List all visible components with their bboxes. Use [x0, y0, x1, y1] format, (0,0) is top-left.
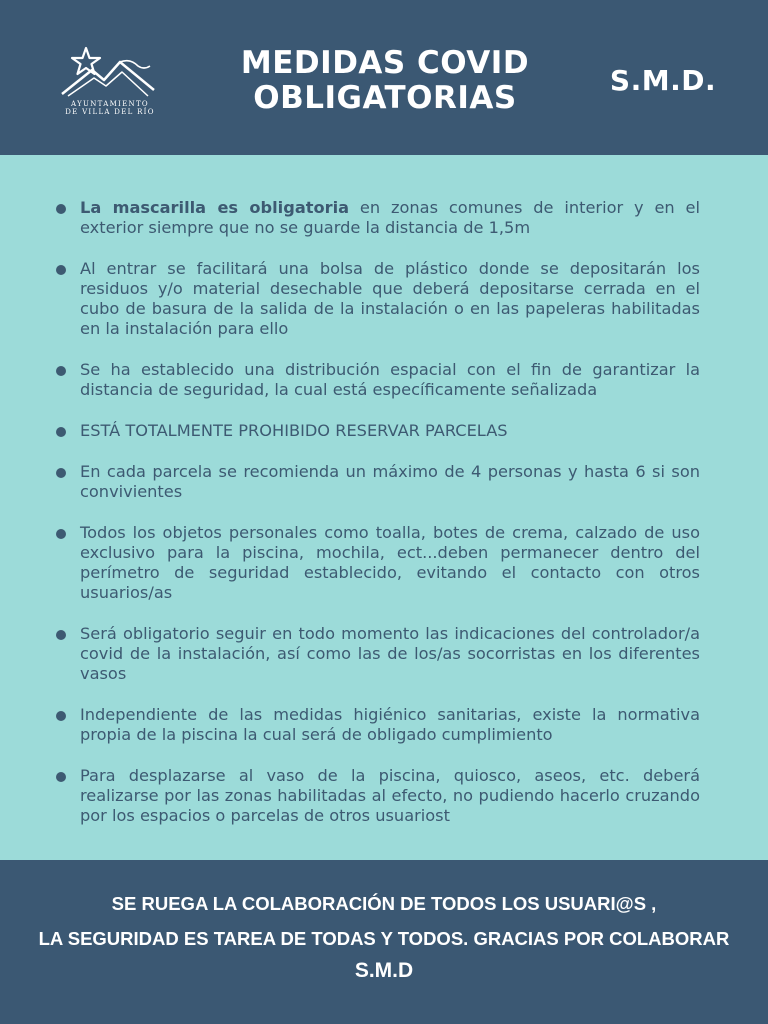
rule-item — [52, 624, 700, 684]
rule-item — [52, 462, 700, 502]
footer-line-1: SE RUEGA LA COLABORACIÓN DE TODOS LOS USUARI@S , — [111, 893, 657, 914]
rule-text: Al entrar se facilitará una bolsa de plástico donde se depositarán los residuos y/o material desechable que deberá depositarse cerrada en el cubo de basura de la salida de la instalación o en las papeleras habilitadas en la instalación para ello — [80, 259, 700, 338]
logo-line-2: DE VILLA DEL RÍO — [65, 108, 155, 116]
ayuntamiento-logo — [58, 44, 158, 120]
rule-text: Para desplazarse al vaso de la piscina, quiosco, aseos, etc. deberá realizarse por las zonas habilitadas al efecto, no pudiendo hacerlo cruzando por los espacios o parcelas de otros usuariost — [80, 766, 700, 825]
bullet-icon — [56, 711, 66, 721]
title-line-1: MEDIDAS COVID — [240, 45, 530, 81]
header — [0, 0, 768, 155]
rule-item — [52, 421, 700, 441]
bullet-icon — [56, 468, 66, 478]
rule-item — [52, 198, 700, 238]
rule-text: ESTÁ TOTALMENTE PROHIBIDO RESERVAR PARCELAS — [80, 421, 508, 440]
rule-item — [52, 360, 700, 400]
bullet-icon — [56, 427, 66, 437]
bullet-icon — [56, 529, 66, 539]
star-mountain-logo-icon — [58, 44, 158, 100]
rule-item — [52, 766, 700, 826]
rule-item — [52, 259, 700, 339]
rule-text: Se ha establecido una distribución espacial con el fin de garantizar la distancia de seguridad, la cual está específicamente señalizada — [80, 360, 700, 399]
rule-item — [52, 705, 700, 745]
rule-text: en zonas comunes de interior y en el exterior siempre que no se guarde la distancia de 1,5m — [80, 198, 700, 237]
logo-line-1: AYUNTAMIENTO — [71, 100, 149, 108]
footer-line-3: S.M.D — [354, 959, 414, 982]
bullet-icon — [56, 265, 66, 275]
bullet-icon — [56, 772, 66, 782]
bullet-icon — [56, 366, 66, 376]
rules-panel — [0, 155, 768, 860]
rule-emphasis: La mascarilla es obligatoria — [80, 198, 350, 217]
bullet-icon — [56, 204, 66, 214]
rule-text: En cada parcela se recomienda un máximo de 4 personas y hasta 6 si son convivientes — [80, 462, 700, 501]
logo-caption — [60, 100, 160, 116]
footer-line-2: LA SEGURIDAD ES TAREA DE TODAS Y TODOS. GRACIAS POR COLABORAR — [38, 928, 730, 949]
rule-text: Será obligatorio seguir en todo momento las indicaciones del controlador/a covid de la instalación, así como las de los/as socorristas en los diferentes vasos — [80, 624, 700, 683]
bullet-icon — [56, 630, 66, 640]
rule-text: Todos los objetos personales como toalla, botes de crema, calzado de uso exclusivo para la piscina, mochila, ect...deben permanecer dentro del perímetro de seguridad establecido, evitando el contacto con otros usuarios/as — [80, 523, 700, 602]
title-line-2: OBLIGATORIAS — [253, 80, 517, 116]
page-title — [200, 46, 570, 116]
rules-list — [52, 198, 700, 847]
rule-item — [52, 523, 700, 603]
footer — [0, 860, 768, 1024]
org-abbreviation: S.M.D. — [609, 64, 717, 97]
rule-text: Independiente de las medidas higiénico sanitarias, existe la normativa propia de la piscina la cual será de obligado cumplimiento — [80, 705, 700, 744]
